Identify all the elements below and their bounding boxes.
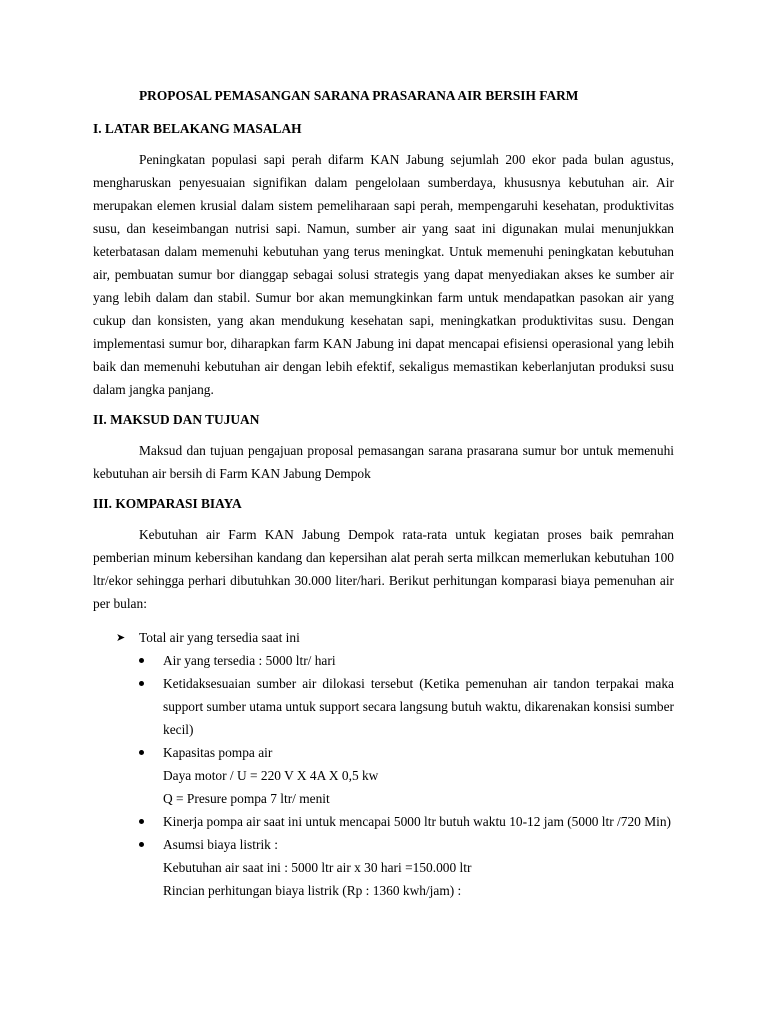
arrow-list bbox=[93, 626, 674, 649]
paragraph-maksud-tujuan: Maksud dan tujuan pengajuan proposal pemasangan sarana prasarana sumur bor untuk memenuhi kebutuhan air bersih di Farm KAN Jabung Dempok bbox=[93, 443, 674, 481]
bullet-dot-icon bbox=[139, 681, 144, 686]
bullet-line: Kapasitas pompa air bbox=[163, 745, 273, 760]
bullet-line: Q = Presure pompa 7 ltr/ menit bbox=[163, 791, 330, 806]
bullet-list-item bbox=[93, 741, 674, 810]
bullet-list-item bbox=[93, 810, 674, 833]
bullet-dot-icon bbox=[139, 658, 144, 663]
bullet-line: Rincian perhitungan biaya listrik (Rp : 1360 kwh/jam) : bbox=[163, 883, 462, 898]
section-heading-komparasi-biaya: III. KOMPARASI BIAYA bbox=[93, 496, 242, 511]
bullet-dot-icon bbox=[139, 750, 144, 755]
bullet-line: Air yang tersedia : 5000 ltr/ hari bbox=[163, 653, 336, 668]
section-heading-maksud-tujuan: II. MAKSUD DAN TUJUAN bbox=[93, 412, 260, 427]
bullet-line: Ketidaksesuaian sumber air dilokasi tersebut (Ketika pemenuhan air tandon terpakai maka support sumber utama untuk support secara langsung butuh waktu, dikarenakan konsisi sumber kecil) bbox=[163, 676, 674, 737]
bullet-line: Daya motor / U = 220 V X 4A X 0,5 kw bbox=[163, 768, 379, 783]
bullet-list-item bbox=[93, 672, 674, 741]
document-content bbox=[93, 86, 674, 902]
paragraph-latar-belakang: Peningkatan populasi sapi perah difarm KAN Jabung sejumlah 200 ekor pada bulan agustus, mengharuskan penyesuaian signifikan dalam pengelolaan sumberdaya, khususnya kebutuhan air. Air merupakan elemen krusial dalam sistem pemeliharaan sapi perah, mempengaruhi kesehatan, produktivitas susu, dan keseimbangan nutrisi sapi. Namun, sumber air yang saat ini digunakan mulai menunjukkan keterbatasan dalam memenuhi kebutuhan yang terus meningkat. Untuk memenuhi peningkatan kebutuhan air, pembuatan sumur bor dianggap sebagai solusi strategis yang dapat menyediakan akses ke sumber air yang lebih dalam dan stabil. Sumur bor akan memungkinkan farm untuk mendapatkan pasokan air yang cukup dan konsisten, yang akan mendukung kesehatan sapi, meningkatkan produktivitas susu. Dengan implementasi sumur bor, diharapkan farm KAN Jabung ini dapat mencapai efisiensi operasional yang lebih baik dan memenuhi kebutuhan air dengan lebih efektif, sekaligus memastikan keberlanjutan produksi susu dalam jangka panjang. bbox=[93, 152, 674, 397]
bullet-list-item bbox=[93, 833, 674, 902]
document-title: PROPOSAL PEMASANGAN SARANA PRASARANA AIR BERSIH FARM bbox=[139, 88, 579, 103]
bullet-list-item bbox=[93, 649, 674, 672]
arrow-list-label: Total air yang tersedia saat ini bbox=[139, 630, 300, 645]
arrow-bullet-icon: ➤ bbox=[116, 631, 126, 644]
paragraph-komparasi-biaya: Kebutuhan air Farm KAN Jabung Dempok rata-rata untuk kegiatan proses baik pemrahan pemberian minum kebersihan kandang dan kepersihan alat perah serta milkcan memerlukan kebutuhan 100 ltr/ekor sehingga perhari dibutuhkan 30.000 liter/hari. Berikut perhitungan komparasi biaya pemenuhan air per bulan: bbox=[93, 527, 674, 611]
bullet-line: Asumsi biaya listrik : bbox=[163, 837, 278, 852]
bullet-dot-icon bbox=[139, 819, 144, 824]
section-heading-latar-belakang: I. LATAR BELAKANG MASALAH bbox=[93, 121, 302, 136]
bullet-line: Kebutuhan air saat ini : 5000 ltr air x 30 hari =150.000 ltr bbox=[163, 860, 472, 875]
bullet-list bbox=[93, 649, 674, 902]
arrow-list-item bbox=[93, 626, 674, 649]
bullet-line: Kinerja pompa air saat ini untuk mencapai 5000 ltr butuh waktu 10-12 jam (5000 ltr /720 Min) bbox=[163, 814, 671, 829]
bullet-dot-icon bbox=[139, 842, 144, 847]
